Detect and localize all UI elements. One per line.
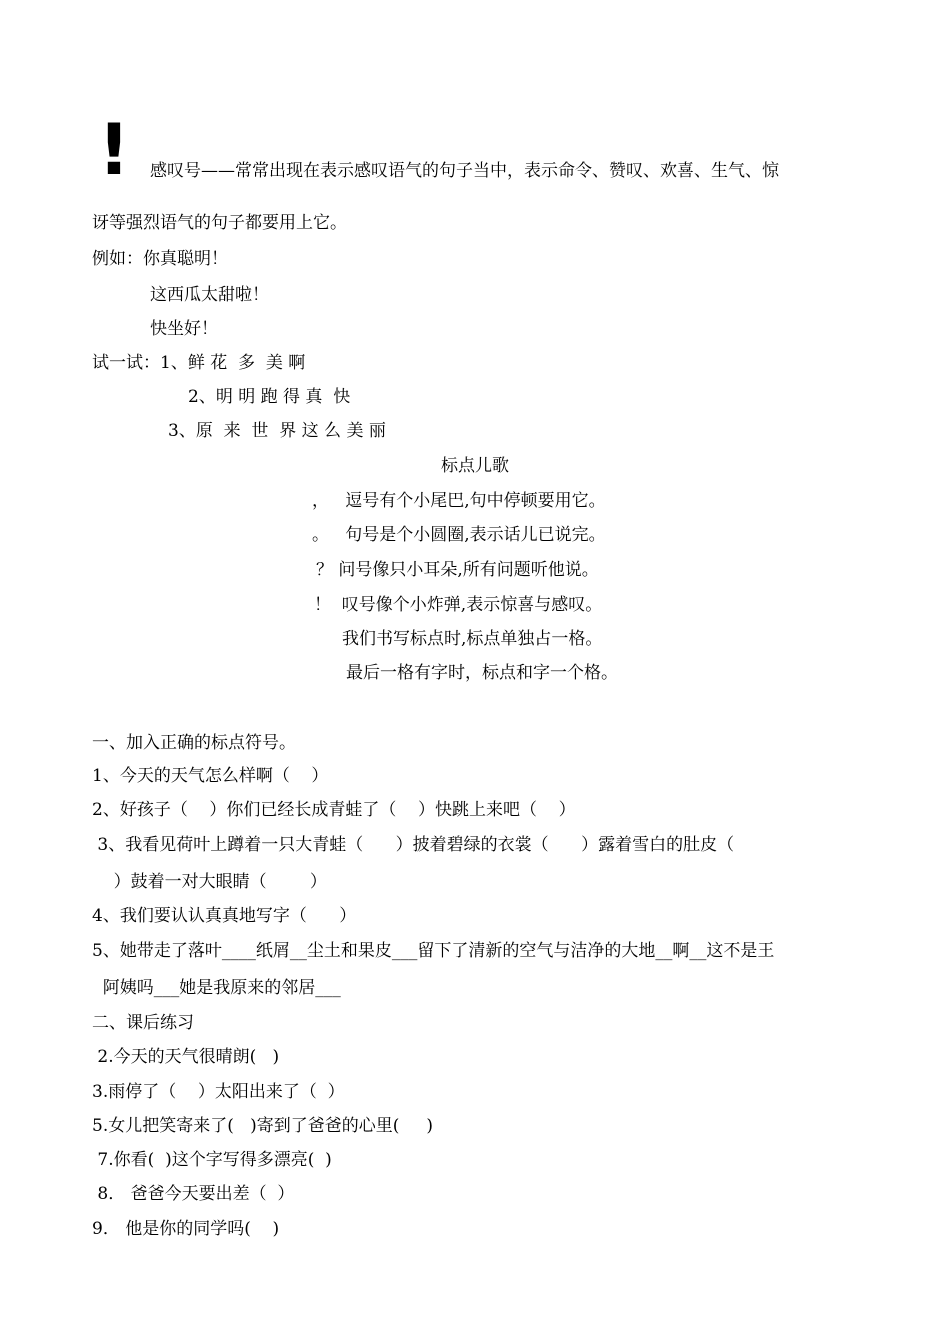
practice-item: 9． 他是你的同学吗( ): [92, 1219, 280, 1239]
section-1-heading: 一、加入正确的标点符号。: [92, 733, 296, 753]
example-item: 快坐好！: [150, 319, 218, 339]
exercise-question: 2、好孩子（ ）你们已经长成青蛙了（ ）快跳上来吧（ ）: [92, 800, 576, 820]
try-line-1: 试一试：1、鲜 花 多 美 啊: [92, 353, 306, 373]
exercise-question-continued: ）鼓着一对大眼睛（ ）: [92, 872, 327, 892]
song-title: 标点儿歌: [441, 456, 509, 476]
example-item: 这西瓜太甜啦！: [150, 285, 269, 305]
exclamation-mark-symbol: !: [98, 109, 130, 191]
song-line: ？ 问号像只小耳朵,所有问题听他说。: [316, 560, 599, 580]
exercise-question: 1、今天的天气怎么样啊（ ）: [92, 766, 329, 786]
section-2-heading: 二、课后练习: [92, 1013, 194, 1033]
song-line: 最后一格有字时，标点和字一个格。: [346, 663, 618, 683]
practice-item: 5.女儿把笑寄来了( )寄到了爸爸的心里( ): [92, 1116, 433, 1136]
practice-item: 3.雨停了（ ）太阳出来了（ ）: [92, 1082, 345, 1102]
exercise-question: 4、我们要认认真真地写字（ ）: [92, 906, 357, 926]
intro-line-1: 感叹号——常常出现在表示感叹语气的句子当中，表示命令、赞叹、欢喜、生气、惊: [150, 161, 779, 181]
song-line: ， 逗号有个小尾巴,句中停顿要用它。: [312, 491, 606, 511]
example-label: 例如：你真聪明！: [92, 249, 228, 269]
practice-item: 2.今天的天气很晴朗( ): [92, 1047, 280, 1067]
practice-item: 7.你看( )这个字写得多漂亮( ): [92, 1150, 332, 1170]
try-line-3: 3、原 来 世 界 这 么 美 丽: [168, 421, 386, 441]
exercise-question: 3、我看见荷叶上蹲着一只大青蛙（ ）披着碧绿的衣裳（ ）露着雪白的肚皮（: [92, 835, 735, 855]
intro-line-2: 讶等强烈语气的句子都要用上它。: [92, 213, 347, 233]
song-line: 。 句号是个小圆圈,表示话儿已说完。: [312, 525, 606, 545]
try-line-2: 2、明 明 跑 得 真 快: [188, 387, 351, 407]
practice-item: 8． 爸爸今天要出差（ ）: [92, 1184, 295, 1204]
exercise-question: 5、她带走了落叶____纸屑__尘土和果皮___留下了清新的空气与洁净的大地__啊__这不是王: [92, 941, 775, 961]
exercise-question-continued: 阿姨吗___她是我原来的邻居___: [92, 978, 341, 998]
song-line: ！ 叹号像个小炸弹,表示惊喜与感叹。: [314, 595, 603, 615]
song-line: 我们书写标点时,标点单独占一格。: [342, 629, 603, 649]
